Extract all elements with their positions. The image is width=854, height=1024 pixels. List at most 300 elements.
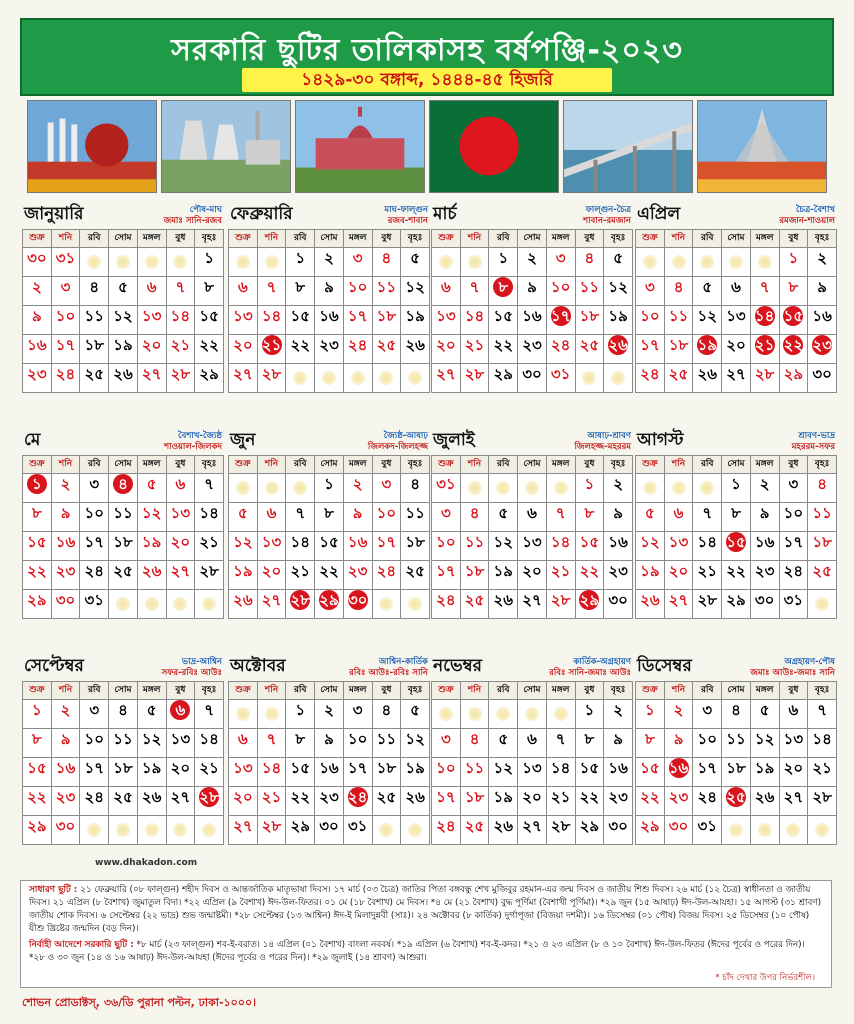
day-number: ৬: [731, 278, 741, 296]
day-number: ২৪: [84, 788, 104, 806]
day-cell: [23, 335, 52, 364]
month-name: মার্চ: [433, 204, 457, 224]
day-cell: [109, 364, 138, 393]
day-number: ১৬: [55, 533, 76, 551]
day-cell: [343, 787, 372, 816]
day-number: ৩: [788, 475, 799, 493]
weekday-header: মঙ্গল: [137, 230, 166, 248]
weekday-header: বৃহঃ: [808, 682, 837, 700]
day-cell: [51, 335, 80, 364]
weekday-header: রবি: [489, 230, 518, 248]
day-number: ২৮: [550, 591, 571, 609]
empty-cell: [664, 474, 693, 503]
day-number: ৩: [555, 249, 566, 267]
day-number: ১৮: [113, 533, 133, 551]
day-number: ২৬: [608, 336, 628, 354]
day-number: ২৩: [608, 788, 628, 806]
day-number: ২৯: [199, 365, 219, 383]
day-cell: [636, 335, 665, 364]
day-number: ২১: [261, 788, 282, 806]
empty-cell: [109, 816, 138, 845]
day-cell: [575, 787, 604, 816]
day-cell: [546, 590, 575, 619]
weekday-header: সোম: [518, 682, 547, 700]
month-table: [635, 229, 837, 393]
day-cell: [51, 532, 80, 561]
day-number: ২৯: [579, 591, 600, 609]
day-number: ৭: [555, 730, 566, 748]
day-number: ১১: [726, 730, 746, 748]
day-cell: [23, 248, 52, 277]
day-cell: [693, 561, 722, 590]
day-number: ১৭: [436, 562, 456, 580]
day-cell: [195, 532, 224, 561]
day-cell: [401, 503, 430, 532]
day-number: ২০: [233, 336, 253, 354]
day-cell: [166, 787, 195, 816]
day-cell: [518, 277, 547, 306]
day-cell: [750, 758, 779, 787]
day-number: ২৭: [141, 365, 162, 383]
day-number: ২০: [522, 788, 542, 806]
day-number: ২৪: [55, 365, 76, 383]
day-cell: [229, 729, 258, 758]
weekday-header: বুধ: [166, 682, 195, 700]
day-cell: [432, 787, 461, 816]
day-cell: [518, 729, 547, 758]
weekday-header: সোম: [722, 230, 751, 248]
day-cell: [750, 364, 779, 393]
day-number: ১৭: [436, 788, 456, 806]
day-number: ২৪: [376, 562, 397, 580]
day-cell: [343, 306, 372, 335]
day-number: ৫: [410, 249, 420, 267]
day-cell: [750, 306, 779, 335]
weekday-header: রবি: [80, 230, 109, 248]
day-cell: [489, 816, 518, 845]
day-number: ২: [324, 701, 334, 719]
month-8: [635, 429, 837, 619]
day-number: ১: [31, 701, 42, 719]
photo-power-plant: [161, 100, 291, 193]
day-cell: [51, 306, 80, 335]
day-cell: [343, 700, 372, 729]
month-name: জানুয়ারি: [24, 204, 84, 224]
day-number: ২০: [668, 562, 689, 580]
empty-cell: [286, 474, 315, 503]
day-cell: [575, 816, 604, 845]
day-number: ১১: [113, 504, 133, 522]
weekday-header: বৃহঃ: [604, 230, 633, 248]
day-number: ১৮: [113, 759, 133, 777]
day-number: ২৬: [405, 788, 425, 806]
weekday-header: শুক্র: [432, 456, 461, 474]
day-number: ৬: [527, 730, 537, 748]
month-name: নভেম্বর: [433, 656, 483, 676]
day-number: ১০: [376, 504, 397, 522]
weekday-header: রবি: [693, 682, 722, 700]
day-cell: [80, 758, 109, 787]
day-number: ২১: [812, 759, 832, 777]
day-cell: [604, 503, 633, 532]
day-cell: [575, 277, 604, 306]
day-cell: [808, 248, 837, 277]
day-number: ২৬: [640, 591, 660, 609]
day-number: ১০: [436, 759, 456, 777]
weekday-header: বৃহঃ: [808, 456, 837, 474]
day-cell: [109, 503, 138, 532]
day-cell: [166, 306, 195, 335]
day-cell: [518, 532, 547, 561]
day-number: ২: [613, 701, 623, 719]
day-number: ২৬: [141, 788, 162, 806]
day-number: ২৬: [754, 788, 775, 806]
day-cell: [460, 364, 489, 393]
day-cell: [664, 590, 693, 619]
day-number: ১০: [84, 730, 104, 748]
day-number: ৩: [89, 701, 100, 719]
day-cell: [51, 729, 80, 758]
day-cell: [315, 474, 344, 503]
day-cell: [693, 758, 722, 787]
day-number: ১৩: [170, 730, 191, 748]
day-cell: [372, 503, 401, 532]
day-cell: [546, 248, 575, 277]
day-number: ১৫: [290, 307, 310, 325]
weekday-header: রবি: [286, 230, 315, 248]
day-number: ২২: [579, 788, 600, 806]
day-number: ৩০: [754, 591, 775, 609]
day-number: ১৮: [812, 533, 832, 551]
weekday-header: বৃহঃ: [401, 230, 430, 248]
day-cell: [432, 758, 461, 787]
day-cell: [166, 561, 195, 590]
day-cell: [808, 306, 837, 335]
day-cell: [229, 503, 258, 532]
day-cell: [401, 758, 430, 787]
hijri-months-label: রজব-শাবান: [387, 216, 428, 226]
day-number: ৬: [440, 278, 451, 296]
month-name: জুন: [230, 430, 256, 450]
day-cell: [546, 306, 575, 335]
day-number: ২৭: [436, 365, 456, 383]
day-number: ১৬: [347, 533, 368, 551]
day-number: ১৩: [726, 307, 746, 325]
day-cell: [575, 758, 604, 787]
day-number: ২২: [199, 336, 219, 354]
day-number: ৭: [266, 278, 277, 296]
day-number: ১৩: [141, 307, 162, 325]
bangla-months-label: আশ্বিন-কার্তিক: [379, 657, 428, 667]
day-number: ১৯: [141, 759, 162, 777]
day-cell: [664, 787, 693, 816]
day-number: ২১: [697, 562, 717, 580]
day-number: ১৪: [550, 759, 571, 777]
empty-cell: [137, 816, 166, 845]
day-cell: [229, 590, 258, 619]
day-number: ২৩: [27, 365, 47, 383]
day-number: ১৯: [754, 759, 775, 777]
day-number: ১৬: [608, 533, 628, 551]
day-number: ৬: [673, 504, 684, 522]
day-cell: [432, 474, 461, 503]
day-cell: [286, 758, 315, 787]
day-number: ১৪: [290, 533, 310, 551]
day-number: ২৫: [113, 788, 133, 806]
day-cell: [604, 277, 633, 306]
day-number: ৪: [89, 278, 100, 296]
weekday-header: রবি: [489, 456, 518, 474]
day-cell: [166, 758, 195, 787]
day-number: ২৬: [405, 336, 425, 354]
hijri-months-label: রবিঃ আউঃ-রবিঃ সানি: [349, 668, 428, 678]
day-cell: [546, 758, 575, 787]
day-number: ১৩: [233, 307, 253, 325]
day-cell: [693, 364, 722, 393]
day-number: ১১: [668, 307, 689, 325]
day-cell: [808, 700, 837, 729]
day-number: ১২: [405, 730, 425, 748]
day-number: ২৮: [170, 365, 191, 383]
day-number: ২৫: [84, 365, 104, 383]
day-number: ১৮: [376, 307, 397, 325]
day-number: ৫: [498, 504, 509, 522]
empty-cell: [166, 816, 195, 845]
month-name: আগস্ট: [637, 430, 684, 450]
day-number: ২৬: [233, 591, 253, 609]
day-cell: [575, 335, 604, 364]
day-cell: [779, 248, 808, 277]
day-number: ১৫: [199, 307, 219, 325]
month-table: [228, 229, 430, 393]
day-number: ২২: [640, 788, 660, 806]
day-cell: [779, 335, 808, 364]
weekday-header: সোম: [109, 230, 138, 248]
day-number: ৩০: [55, 591, 76, 609]
day-cell: [460, 590, 489, 619]
day-cell: [195, 503, 224, 532]
day-number: ১: [731, 475, 741, 493]
hijri-months-label: জিলকদ-জিলহজ্জ: [367, 442, 428, 452]
day-number: ৩১: [55, 249, 76, 267]
day-cell: [489, 248, 518, 277]
day-cell: [315, 729, 344, 758]
day-cell: [229, 364, 258, 393]
month-10: [228, 655, 430, 845]
day-number: ২৩: [608, 562, 628, 580]
day-number: ৪: [817, 475, 827, 493]
hijri-months-label: জিলহজ্জ-মহররম: [574, 442, 631, 452]
bangla-months-label: জ্যৈষ্ঠ-আষাঢ়: [383, 431, 428, 441]
month-table: [635, 455, 837, 619]
weekday-header: মঙ্গল: [750, 456, 779, 474]
day-number: ২: [60, 475, 71, 493]
day-number: ৩১: [783, 591, 804, 609]
weekday-header: সোম: [315, 230, 344, 248]
day-cell: [372, 474, 401, 503]
bangla-months-label: ফাল্গুন-চৈত্র: [585, 205, 631, 215]
day-number: ৩: [644, 278, 655, 296]
empty-cell: [401, 590, 430, 619]
day-number: ২০: [261, 562, 282, 580]
day-number: ২৩: [522, 336, 542, 354]
day-cell: [489, 590, 518, 619]
day-number: ১২: [754, 730, 775, 748]
weekday-header: সোম: [722, 682, 751, 700]
day-number: ৩০: [608, 817, 628, 835]
day-cell: [315, 248, 344, 277]
day-cell: [23, 816, 52, 845]
day-cell: [166, 277, 195, 306]
weekday-header: শনি: [460, 230, 489, 248]
day-cell: [257, 532, 286, 561]
day-number: ৩: [352, 701, 363, 719]
day-cell: [80, 335, 109, 364]
day-cell: [166, 700, 195, 729]
day-number: ২১: [550, 788, 571, 806]
day-number: ২৩: [668, 788, 689, 806]
day-number: ১: [584, 475, 595, 493]
day-cell: [343, 532, 372, 561]
weekday-header: রবি: [80, 456, 109, 474]
day-cell: [401, 474, 430, 503]
weekday-header: সোম: [722, 456, 751, 474]
day-cell: [575, 474, 604, 503]
day-number: ২৩: [319, 788, 339, 806]
day-number: ৪: [469, 730, 480, 748]
month-table: [431, 229, 633, 393]
day-cell: [51, 474, 80, 503]
empty-cell: [460, 474, 489, 503]
day-cell: [808, 277, 837, 306]
day-cell: [166, 532, 195, 561]
day-cell: [489, 561, 518, 590]
empty-cell: [80, 248, 109, 277]
empty-cell: [779, 816, 808, 845]
day-cell: [575, 700, 604, 729]
weekday-header: বৃহঃ: [604, 682, 633, 700]
day-cell: [372, 561, 401, 590]
day-number: ১০: [550, 278, 571, 296]
day-cell: [343, 277, 372, 306]
day-cell: [109, 758, 138, 787]
day-cell: [195, 700, 224, 729]
day-cell: [80, 590, 109, 619]
weekday-header: রবি: [693, 456, 722, 474]
empty-cell: [546, 474, 575, 503]
day-number: ২৯: [290, 817, 310, 835]
empty-cell: [750, 248, 779, 277]
hijri-months-label: রবিঃ সানি-জমাঃ আউঃ: [549, 668, 631, 678]
day-cell: [80, 532, 109, 561]
day-number: ১৫: [27, 533, 47, 551]
day-number: ২৪: [347, 336, 368, 354]
day-cell: [343, 335, 372, 364]
weekday-header: সোম: [315, 682, 344, 700]
day-number: ২৯: [783, 365, 804, 383]
day-number: ৮: [644, 730, 655, 748]
day-number: ১৬: [55, 759, 76, 777]
day-cell: [722, 729, 751, 758]
weekday-header: রবি: [489, 682, 518, 700]
day-cell: [779, 364, 808, 393]
day-number: ১০: [55, 307, 76, 325]
day-number: ৩০: [608, 591, 628, 609]
day-cell: [489, 532, 518, 561]
day-number: ৮: [31, 504, 42, 522]
empty-cell: [575, 364, 604, 393]
day-cell: [518, 248, 547, 277]
day-cell: [489, 277, 518, 306]
day-cell: [109, 474, 138, 503]
day-number: ১২: [608, 278, 628, 296]
day-cell: [460, 503, 489, 532]
day-number: ৯: [31, 307, 42, 325]
day-cell: [432, 335, 461, 364]
day-number: ৮: [295, 278, 306, 296]
day-number: ৩: [352, 249, 363, 267]
photo-national-flag: [429, 100, 559, 193]
day-number: ২০: [783, 759, 804, 777]
weekday-header: মঙ্গল: [137, 682, 166, 700]
day-number: ১৩: [261, 533, 282, 551]
day-number: ২৫: [405, 562, 425, 580]
day-cell: [229, 335, 258, 364]
day-number: ১৮: [84, 336, 104, 354]
day-number: ২৪: [84, 562, 104, 580]
day-cell: [750, 561, 779, 590]
day-number: ৯: [613, 504, 623, 522]
weekday-header: শনি: [664, 456, 693, 474]
day-number: ১৬: [319, 307, 339, 325]
day-cell: [750, 335, 779, 364]
day-cell: [80, 561, 109, 590]
day-number: ৩০: [668, 817, 689, 835]
day-number: ১৬: [608, 759, 628, 777]
holiday-notes: [20, 880, 832, 988]
day-number: ৪: [113, 474, 133, 494]
day-number: ২২: [579, 562, 600, 580]
day-cell: [808, 758, 837, 787]
day-number: ২১: [199, 533, 219, 551]
day-number: ২৭: [261, 591, 282, 609]
day-cell: [343, 503, 372, 532]
day-cell: [23, 474, 52, 503]
day-number: ৮: [493, 277, 513, 297]
day-cell: [286, 335, 315, 364]
weekday-header: রবি: [286, 682, 315, 700]
weekday-header: শুক্র: [23, 230, 52, 248]
day-number: ৭: [175, 278, 186, 296]
day-cell: [518, 306, 547, 335]
day-cell: [722, 503, 751, 532]
day-number: ৩০: [27, 249, 47, 267]
day-cell: [315, 277, 344, 306]
day-cell: [489, 758, 518, 787]
day-number: ৬: [237, 730, 248, 748]
day-number: ৪: [118, 701, 128, 719]
day-number: ১৬: [522, 307, 542, 325]
day-cell: [636, 787, 665, 816]
weekday-header: শনি: [257, 682, 286, 700]
day-cell: [604, 474, 633, 503]
day-number: ১৭: [783, 533, 804, 551]
day-cell: [80, 787, 109, 816]
day-number: ৫: [613, 249, 623, 267]
day-cell: [229, 816, 258, 845]
day-number: ২: [60, 701, 71, 719]
month-name: জুলাই: [433, 430, 475, 450]
